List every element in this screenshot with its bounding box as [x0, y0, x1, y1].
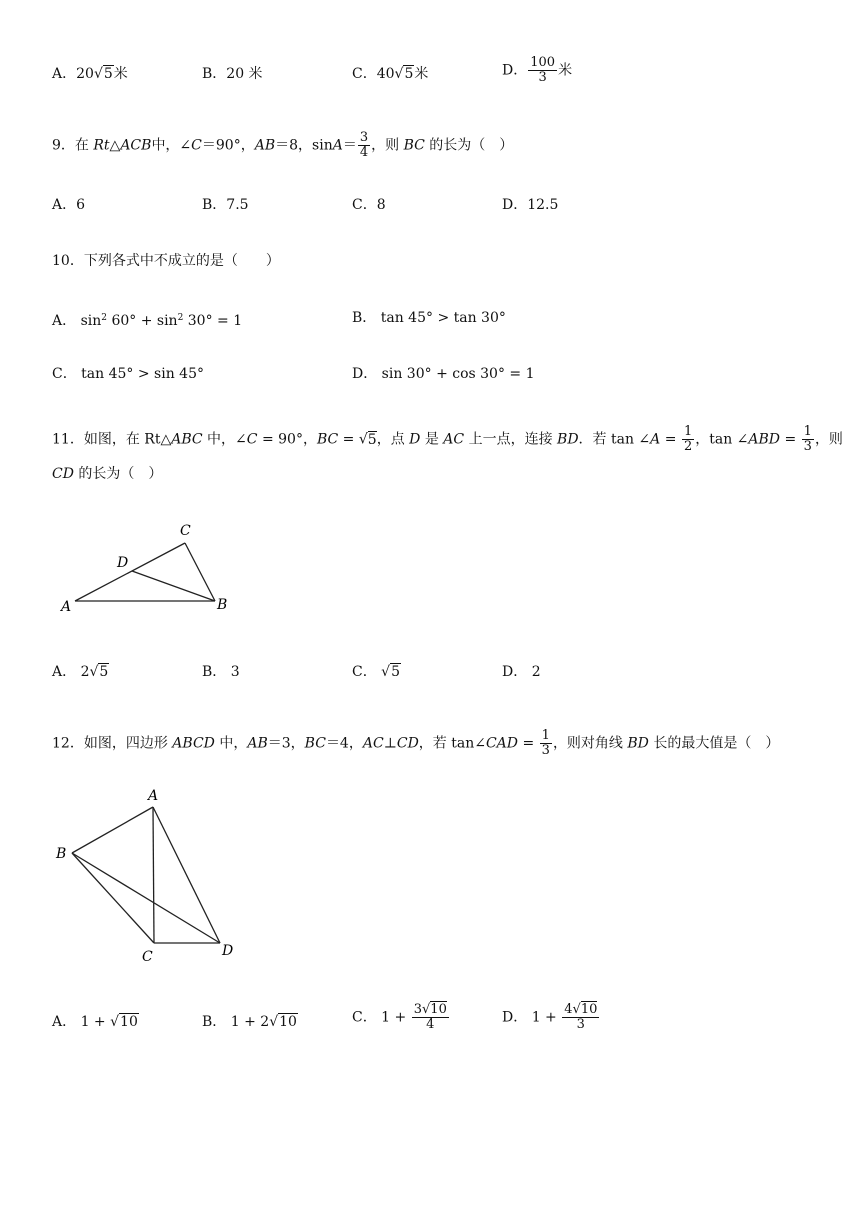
- q12-segment-bc: [72, 853, 154, 943]
- q11-segment-db: [132, 571, 215, 601]
- q11-option-b: B． 3: [202, 664, 240, 680]
- q9-option-b: B．7.5: [202, 197, 249, 213]
- q11-label-b: B: [217, 597, 228, 613]
- q11-label-d: D: [117, 555, 129, 571]
- q11-option-c: C． √5: [352, 664, 401, 680]
- q12-label-b: B: [56, 846, 67, 862]
- q11-label-c: C: [180, 523, 191, 539]
- q12-option-a: A． 1 + √10: [52, 1014, 138, 1030]
- q11-option-a: A． 2√5: [52, 664, 109, 680]
- q10-option-c: C． tan 45° > sin 45°: [52, 366, 204, 382]
- q12-label-a: A: [148, 788, 159, 804]
- q10-stem: 10．下列各式中不成立的是（ ）: [52, 253, 280, 269]
- q12-figure: [50, 780, 250, 970]
- q12-option-d: D． 1 + $\frac{4√10}{3}$: [502, 1002, 598, 1032]
- q12-option-c: C． 1 + $\frac{3√10}{4}$: [352, 1002, 447, 1032]
- q11-segment-ac: [75, 543, 185, 601]
- q9-option-d: D．12.5: [502, 197, 559, 213]
- q10-option-d: D． sin 30° + cos 30° = 1: [352, 366, 535, 382]
- q12-label-d: D: [222, 943, 234, 959]
- q8-option-d: D． $\frac{100}{3}$ 米: [502, 55, 573, 85]
- q8-option-c: C．40√5米: [352, 66, 429, 82]
- q10-option-b: B． tan 45° > tan 30°: [352, 310, 506, 326]
- q12-option-b: B． 1 + 2√10: [202, 1014, 297, 1030]
- q8-option-a: A．20√5米: [52, 66, 128, 82]
- q11-option-d: D． 2: [502, 664, 541, 680]
- q11-stem: 11．如图，在 Rt△ABC 中，∠C = 90°，BC = √5，点 D 是 AC 上一点，连接 BD．若 tan ∠A = $\frac{1}{2}$ ，tan ∠ABD = $\frac{1}{3}$ ，则: [52, 424, 843, 454]
- q9-option-c: C．8: [352, 197, 386, 213]
- q9-option-a: A．6: [52, 197, 86, 213]
- q12-label-c: C: [142, 949, 153, 965]
- q11-label-a: A: [61, 599, 72, 615]
- q8-option-b: B．20 米: [202, 66, 263, 82]
- q11-figure: [55, 515, 245, 620]
- q12-stem: 12．如图，四边形 ABCD 中，AB＝3，BC＝4，AC⊥CD，若 tan∠CAD = $\frac{1}{3}$ ，则对角线 BD 长的最大值是（ ）: [52, 728, 780, 758]
- q11-stem-line2: CD 的长为（ ）: [52, 466, 163, 482]
- q10-option-a: A． $\sin^2 60^\circ + \sin^2 30^\circ = 1$: [52, 313, 243, 329]
- q9-stem: 9．在 Rt△ACB中，∠C＝90°，AB＝8，sinA＝ $\frac{3}{4}$ ，则 BC 的长为（ ）: [52, 130, 514, 160]
- q12-segment-ab: [72, 807, 153, 853]
- q12-segment-ac: [153, 807, 154, 943]
